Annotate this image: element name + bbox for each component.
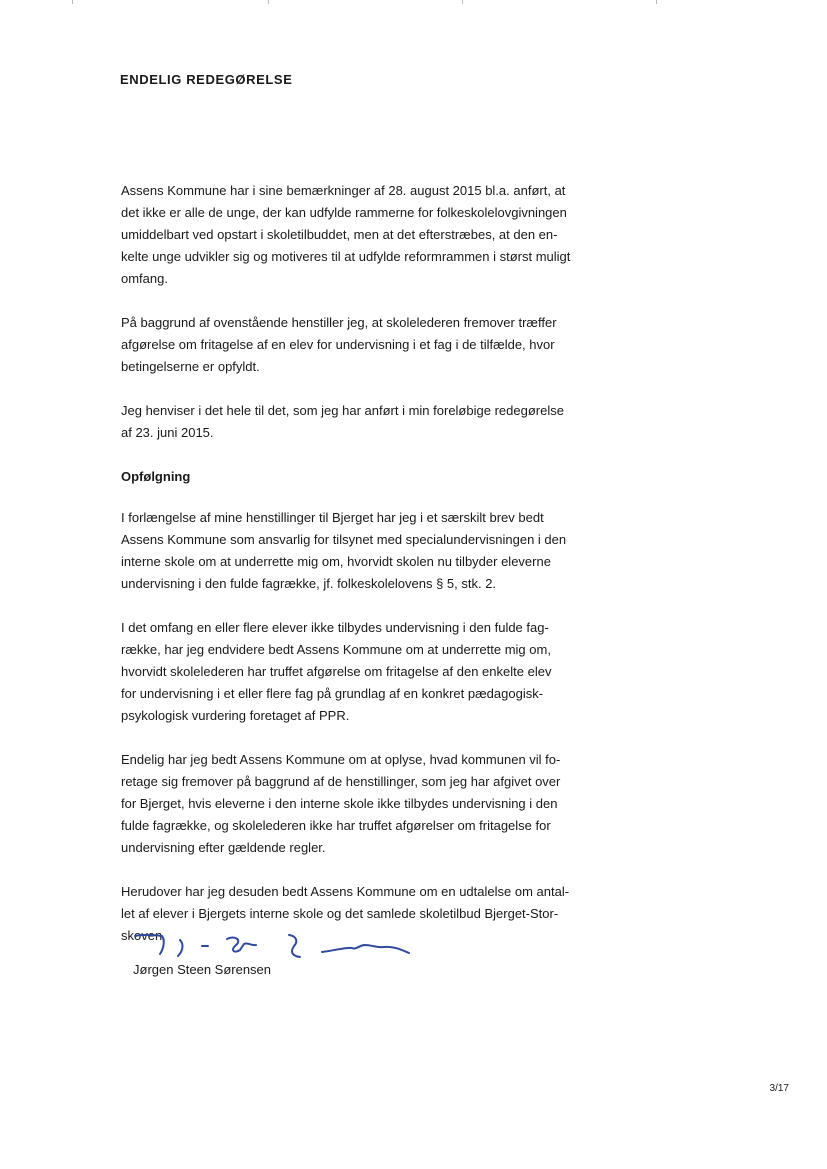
paragraph: I forlængelse af mine henstillinger til Bjerget har jeg i et særskilt brev bedt Assens Kommune som ansvarlig for tilsynet med specialundervisningen i den interne skole om at underrette mig om, hvorvidt skolen nu tilbyder eleverne undervisning i den fulde fagrække, jf. folkeskolelovens § 5, stk. 2. (121, 510, 567, 591)
handwritten-signature (132, 926, 422, 966)
document-title: ENDELIG REDEGØRELSE (120, 72, 293, 87)
page-number: 3/17 (769, 1083, 789, 1094)
signer-name: Jørgen Steen Sørensen (133, 962, 272, 977)
section-heading: Opfølgning (121, 469, 191, 484)
paragraph: I det omfang en eller flere elever ikke tilbydes undervisning i den fulde fag- række, har jeg endvidere bedt Assens Kommune om at underrette mig om, hvorvidt skolelederen har truffet afgørelse om fritagelse af den enkelte elev for undervisning i et eller flere fag på grundlag af en konkret pædagogisk- psykologisk vurdering foretaget af PPR. (121, 620, 552, 723)
paragraph: Herudover har jeg desuden bedt Assens Kommune om en udtalelse om antal- let af elever i Bjergets interne skole og det samlede skoletilbud Bjerget-Stor- skoven. (121, 884, 570, 943)
document-body (121, 180, 591, 969)
paragraph: Jeg henviser i det hele til det, som jeg har anført i min foreløbige redegørelse af 23. juni 2015. (121, 403, 564, 440)
paragraph: På baggrund af ovenstående henstiller jeg, at skolelederen fremover træffer afgørelse om fritagelse af en elev for undervisning i et fag i de tilfælde, hvor betingelserne er opfyldt. (121, 315, 557, 374)
paragraph: Endelig har jeg bedt Assens Kommune om at oplyse, hvad kommunen vil fo- retage sig fremover på baggrund af de henstillinger, som jeg har afgivet over for Bjerget, hvis eleverne i den interne skole ikke tilbydes undervisning i den fulde fagrække, og skolelederen ikke har truffet afgørelser om fritagelse for undervisning efter gældende regler. (121, 752, 561, 855)
scan-edge-marks (0, 0, 827, 6)
paragraph: Assens Kommune har i sine bemærkninger af 28. august 2015 bl.a. anført, at det ikke er alle de unge, der kan udfylde rammerne for folkeskolelovgivningen umiddelbart ved opstart i skoletilbuddet, men at det efterstræbes, at den en- kelte unge udvikler sig og motiveres til at udfylde reformrammen i størst muligt omfang. (121, 183, 571, 286)
